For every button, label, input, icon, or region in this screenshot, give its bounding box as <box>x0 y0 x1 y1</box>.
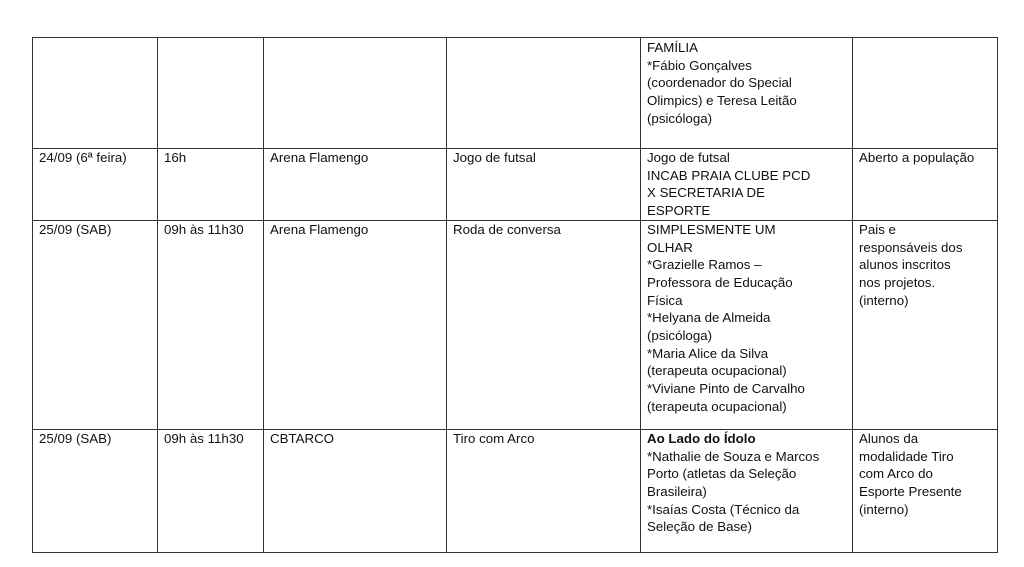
description-line: INCAB PRAIA CLUBE PCD <box>647 167 811 183</box>
audience-line: Alunos da <box>859 430 919 446</box>
audience-line: (interno) <box>859 292 909 308</box>
audience-cell <box>853 149 998 221</box>
table-row <box>33 429 998 552</box>
time-cell: 09h às 11h30 <box>158 429 264 552</box>
audience-line: nos projetos. <box>859 274 936 290</box>
description-line: Jogo de futsal <box>647 150 730 165</box>
description-line: (coordenador do Special <box>647 75 792 91</box>
audience-cell <box>853 38 998 149</box>
description-line: (psicóloga) <box>647 328 713 344</box>
description-line: (terapeuta ocupacional) <box>647 398 787 414</box>
place-cell: CBTARCO <box>264 429 447 552</box>
date-cell <box>33 38 158 149</box>
description-line: FAMÍLIA <box>647 40 698 55</box>
activity-cell: Jogo de futsal <box>447 149 641 221</box>
place-cell <box>264 38 447 149</box>
audience-line: (interno) <box>859 501 909 517</box>
time-cell: 09h às 11h30 <box>158 220 264 429</box>
schedule-body <box>33 38 998 553</box>
description-line: *Fábio Gonçalves <box>647 57 752 73</box>
description-line: *Isaías Costa (Técnico da <box>647 501 800 517</box>
description-cell <box>641 429 853 552</box>
description-cell <box>641 220 853 429</box>
table-row <box>33 220 998 429</box>
time-cell <box>158 38 264 149</box>
description-cell <box>641 38 853 149</box>
description-line: (psicóloga) <box>647 110 713 126</box>
description-cell <box>641 149 853 221</box>
description-line: OLHAR <box>647 239 693 255</box>
audience-line: com Arco do <box>859 466 933 482</box>
schedule-table <box>32 37 998 553</box>
table-row <box>33 38 998 149</box>
description-line: Porto (atletas da Seleção <box>647 466 797 482</box>
description-line: (terapeuta ocupacional) <box>647 363 787 379</box>
description-line: *Grazielle Ramos – <box>647 257 762 273</box>
date-cell: 24/09 (6ª feira) <box>33 149 158 221</box>
activity-cell: Tiro com Arco <box>447 429 641 552</box>
activity-cell <box>447 38 641 149</box>
description-line: *Helyana de Almeida <box>647 310 771 326</box>
audience-line: Pais e <box>859 221 896 237</box>
place-cell: Arena Flamengo <box>264 149 447 221</box>
table-row <box>33 149 998 221</box>
description-line: *Viviane Pinto de Carvalho <box>647 381 805 397</box>
activity-cell: Roda de conversa <box>447 220 641 429</box>
description-line: Seleção de Base) <box>647 519 752 535</box>
description-line: Professora de Educação <box>647 274 793 290</box>
description-line: *Nathalie de Souza e Marcos <box>647 448 820 464</box>
time-cell: 16h <box>158 149 264 221</box>
description-line: ESPORTE <box>647 203 711 219</box>
date-cell: 25/09 (SAB) <box>33 220 158 429</box>
description-line: Ao Lado do Ídolo <box>647 430 756 446</box>
description-line: Física <box>647 292 683 308</box>
audience-cell <box>853 429 998 552</box>
audience-line: responsáveis dos <box>859 239 963 255</box>
description-line: X SECRETARIA DE <box>647 185 765 201</box>
description-line: *Maria Alice da Silva <box>647 345 769 361</box>
audience-cell <box>853 220 998 429</box>
description-line: SIMPLESMENTE UM <box>647 221 776 237</box>
place-cell: Arena Flamengo <box>264 220 447 429</box>
description-line: Brasileira) <box>647 483 707 499</box>
description-line: Olimpics) e Teresa Leitão <box>647 93 797 109</box>
audience-line: alunos inscritos <box>859 257 951 273</box>
audience-line: Aberto a população <box>859 150 975 165</box>
audience-line: Esporte Presente <box>859 483 962 499</box>
date-cell: 25/09 (SAB) <box>33 429 158 552</box>
audience-line: modalidade Tiro <box>859 448 954 464</box>
